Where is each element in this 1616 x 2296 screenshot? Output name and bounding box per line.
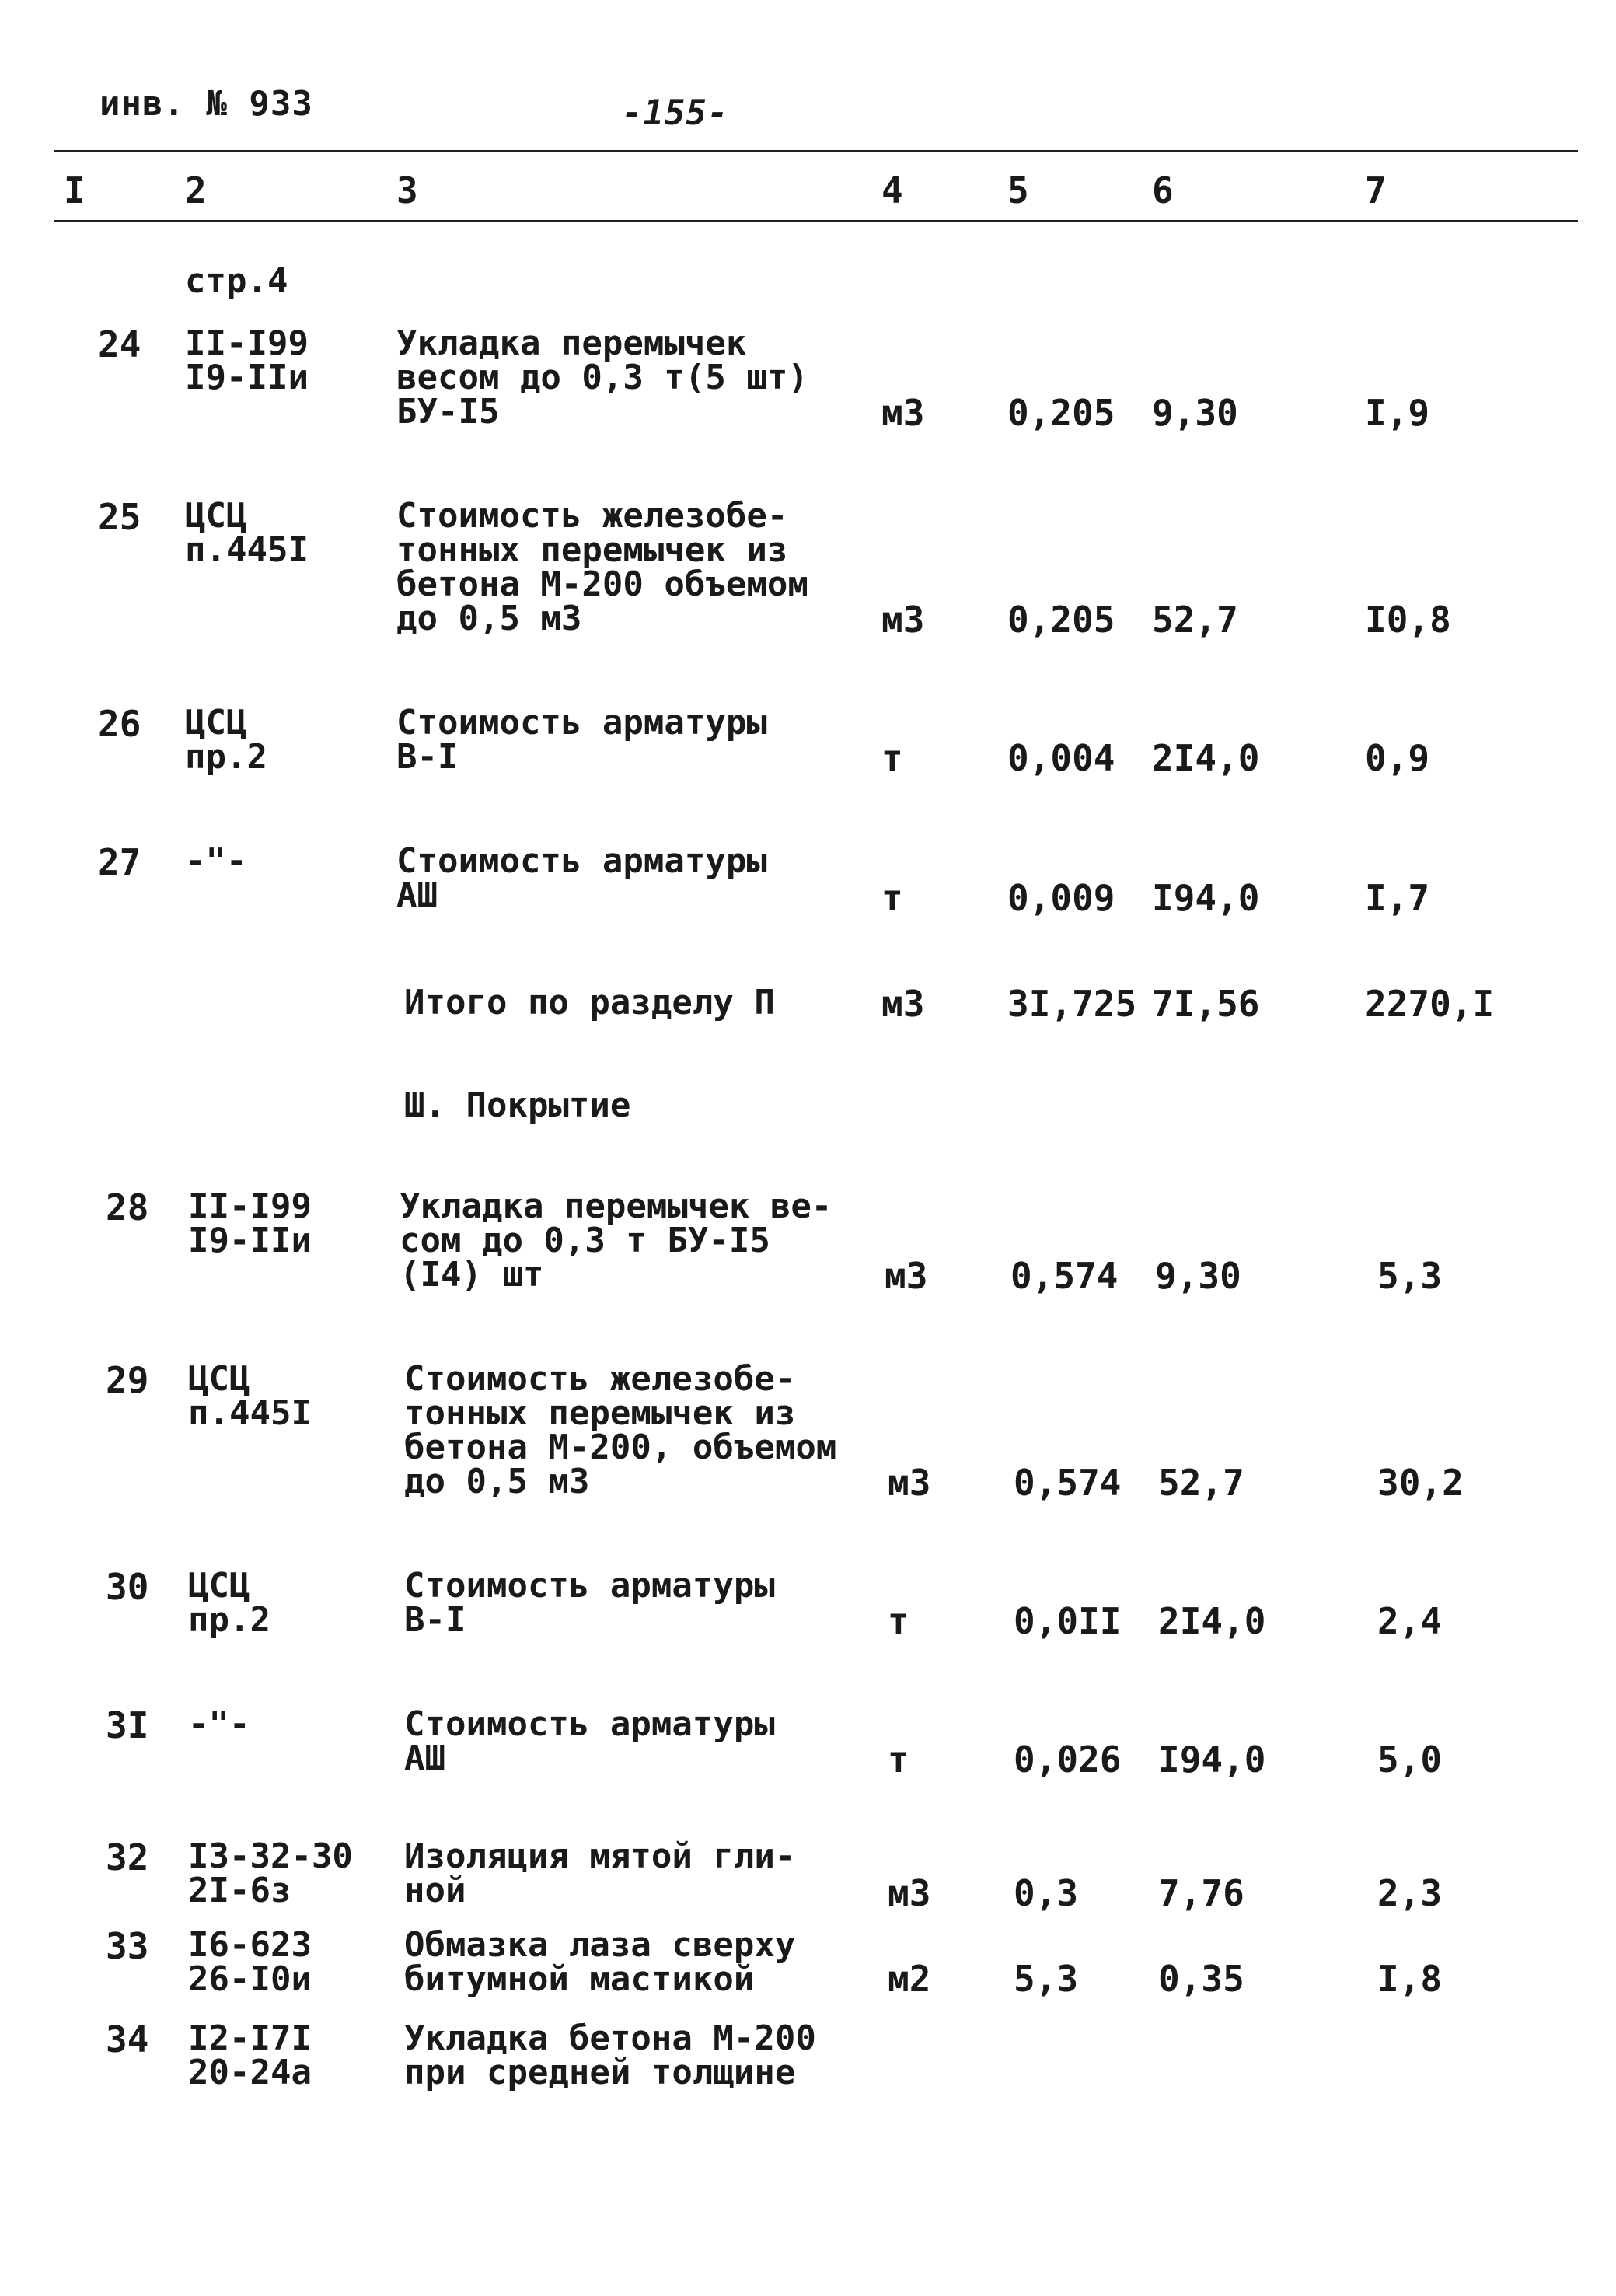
page-number: -155- <box>622 93 729 133</box>
row-code: I2-I7I 20-24а <box>188 2018 312 2092</box>
row-unit: м2 <box>888 1958 931 2000</box>
row-code: ЦСЦ пр.2 <box>185 703 267 777</box>
row-total: 30,2 <box>1377 1462 1464 1504</box>
section-heading: Ш. Покрытие <box>404 1085 631 1125</box>
row-number: 32 <box>106 1836 149 1878</box>
row-unit: т <box>888 1739 909 1781</box>
row-code: ЦСЦ п.445I <box>188 1359 312 1433</box>
row-quantity: 0,0II <box>1014 1600 1122 1642</box>
row-quantity: 0,3 <box>1014 1872 1079 1914</box>
row-description: Стоимость арматуры АШ <box>404 1704 775 1778</box>
row-price: 2I4,0 <box>1152 737 1260 779</box>
row-unit: м3 <box>888 1462 931 1504</box>
row-number: 27 <box>98 841 141 883</box>
row-price: 7,76 <box>1158 1872 1244 1914</box>
row-unit: т <box>888 1600 909 1642</box>
row-number: 30 <box>106 1566 149 1608</box>
column-header-6: 6 <box>1152 169 1174 211</box>
row-quantity: 0,026 <box>1014 1739 1122 1781</box>
row-total: 5,3 <box>1377 1255 1443 1297</box>
subtotal-label: Итого по разделу П <box>404 983 775 1022</box>
row-code: I6-623 26-I0и <box>188 1925 312 1999</box>
column-header-1: I <box>64 169 86 211</box>
row-unit: т <box>881 877 903 919</box>
row-description: Укладка бетона М-200 при средней толщине <box>404 2018 816 2092</box>
row-quantity: 0,004 <box>1007 737 1115 779</box>
header-rule-bottom <box>54 220 1578 222</box>
row-unit: м3 <box>888 1872 931 1914</box>
row-total: I,7 <box>1365 877 1430 919</box>
row-quantity: 0,009 <box>1007 877 1115 919</box>
row-number: 34 <box>106 2018 149 2060</box>
row-code: -"- <box>185 841 247 881</box>
row-price: 2I4,0 <box>1158 1600 1266 1642</box>
row-quantity: 5,3 <box>1014 1958 1079 2000</box>
row-quantity: 0,574 <box>1014 1462 1122 1504</box>
row-price: 9,30 <box>1152 392 1238 434</box>
row-description: Стоимость арматуры АШ <box>396 841 767 915</box>
row-number: 24 <box>98 323 141 365</box>
inventory-number: инв. № 933 <box>99 84 313 124</box>
row-unit: т <box>881 737 903 779</box>
row-total: I,9 <box>1365 392 1430 434</box>
row-code: II-I99 I9-IIи <box>188 1186 312 1260</box>
row-number: 28 <box>106 1186 149 1228</box>
row-description: Стоимость арматуры В-I <box>404 1566 775 1640</box>
row-total: 5,0 <box>1377 1739 1443 1781</box>
row-unit: м3 <box>881 599 925 641</box>
row-unit: м3 <box>885 1255 928 1297</box>
row-description: Изоляция мятой гли- ной <box>404 1836 796 1910</box>
row-unit: м3 <box>881 983 925 1025</box>
row-number: 29 <box>106 1359 149 1401</box>
row-code: -"- <box>188 1704 250 1744</box>
row-price: 0,35 <box>1158 1958 1244 2000</box>
column-header-7: 7 <box>1365 169 1387 211</box>
row-description: Обмазка лаза сверху битумной мастикой <box>404 1925 796 1999</box>
row-description: Стоимость арматуры В-I <box>396 703 767 777</box>
row-description: Укладка перемычек весом до 0,3 т(5 шт) БУ-I5 <box>396 323 808 432</box>
column-header-2: 2 <box>185 169 207 211</box>
continuation-label: стр.4 <box>185 261 288 301</box>
row-total: 2,4 <box>1377 1600 1443 1642</box>
row-quantity: 0,574 <box>1010 1255 1119 1297</box>
header-rule-top <box>54 150 1578 152</box>
row-code: II-I99 I9-IIи <box>185 323 309 397</box>
row-number: 33 <box>106 1925 149 1967</box>
row-description: Стоимость железобе- тонных перемычек из бетона М-200, объемом до 0,5 м3 <box>404 1359 837 1501</box>
row-description: Укладка перемычек ве- сом до 0,3 т БУ-I5 (I4) шт <box>400 1186 832 1295</box>
row-code: ЦСЦ пр.2 <box>188 1566 270 1640</box>
row-total: 0,9 <box>1365 737 1430 779</box>
row-number: 26 <box>98 703 141 745</box>
row-price: 52,7 <box>1158 1462 1244 1504</box>
row-number: 25 <box>98 496 141 538</box>
row-total: I,8 <box>1377 1958 1443 2000</box>
row-number: 3I <box>106 1704 149 1746</box>
row-price: 52,7 <box>1152 599 1238 641</box>
row-price: I94,0 <box>1152 877 1260 919</box>
row-code: ЦСЦ п.445I <box>185 496 309 570</box>
column-header-4: 4 <box>881 169 903 211</box>
row-code: I3-32-30 2I-6з <box>188 1836 353 1910</box>
row-total: I0,8 <box>1365 599 1451 641</box>
row-total: 2,3 <box>1377 1872 1443 1914</box>
row-price: 9,30 <box>1155 1255 1241 1297</box>
row-price: I94,0 <box>1158 1739 1266 1781</box>
column-header-5: 5 <box>1007 169 1029 211</box>
row-quantity: 0,205 <box>1007 599 1115 641</box>
row-description: Стоимость железобе- тонных перемычек из бетона М-200 объемом до 0,5 м3 <box>396 496 808 638</box>
row-quantity: 0,205 <box>1007 392 1115 434</box>
column-header-3: 3 <box>396 169 418 211</box>
row-price: 7I,56 <box>1152 983 1260 1025</box>
row-total: 2270,I <box>1365 983 1495 1025</box>
row-quantity: 3I,725 <box>1007 983 1137 1025</box>
row-unit: м3 <box>881 392 925 434</box>
